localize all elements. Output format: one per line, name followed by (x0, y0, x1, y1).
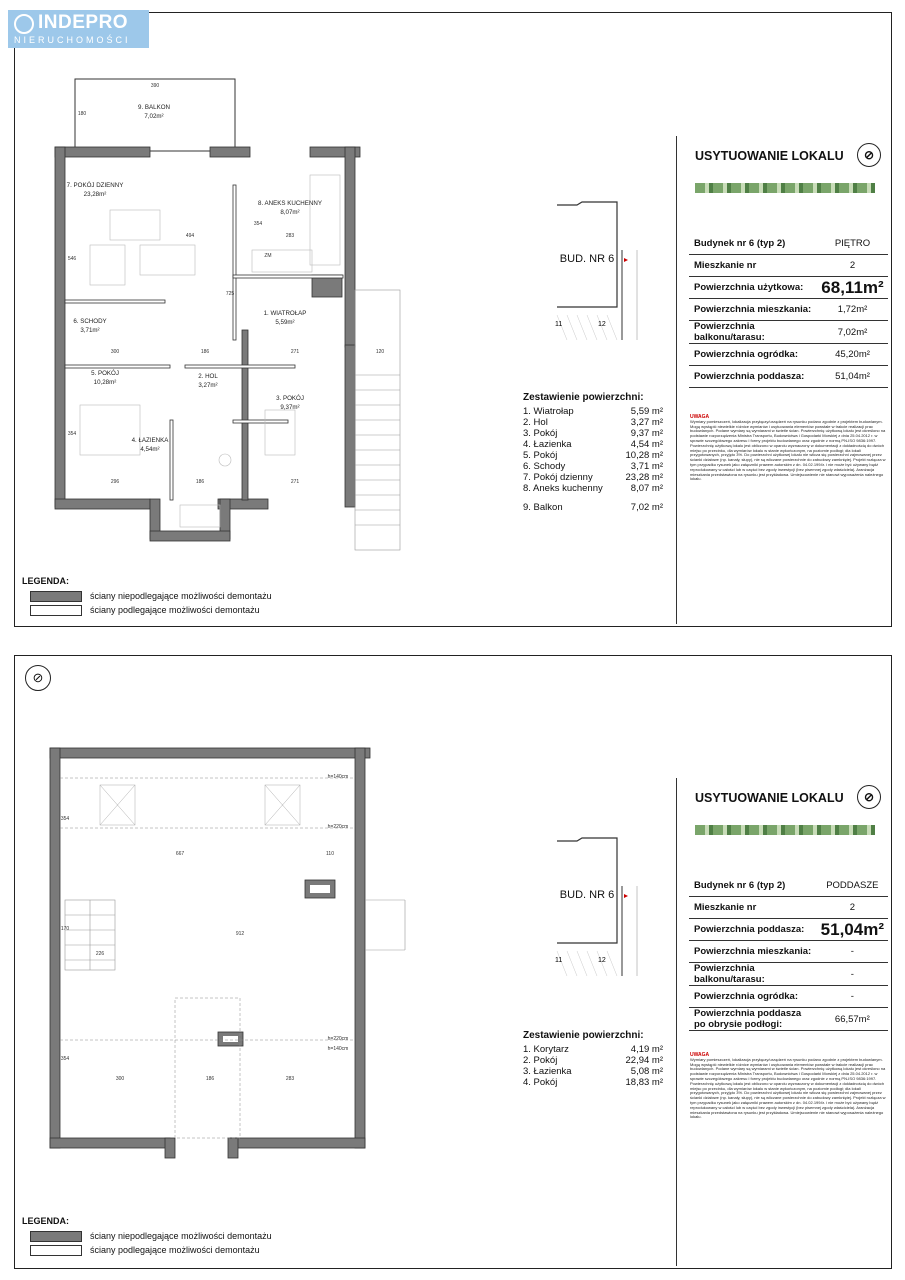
dimension-label: 494 (185, 233, 195, 239)
summary-room-area: 4,19 m² (630, 1044, 663, 1055)
summary-room-name: 1. Wiatrołap (523, 406, 574, 417)
room-area: 3,71m² (80, 327, 100, 334)
dimension-label: 296 (110, 479, 120, 485)
legend-label: ściany niepodlegające możliwości demontażu (90, 1231, 272, 1241)
summary-row (523, 450, 663, 461)
apartment-info-table-poddasze (689, 875, 888, 1031)
legend-title: LEGENDA: (22, 576, 69, 586)
summary-room-name: 1. Korytarz (523, 1044, 569, 1055)
dimension-label: 546 (67, 256, 77, 262)
dimension-label: 186 (195, 479, 205, 485)
info-value: 51,04m² (816, 919, 888, 941)
mini-number-left: 11 (555, 321, 563, 328)
dimension-label: 283 (285, 1076, 295, 1082)
summary-row (523, 1044, 663, 1055)
dimension-label: 120 (375, 349, 385, 355)
summary-room-area: 3,71 m² (630, 461, 663, 472)
roof-slope-lines (60, 778, 355, 1138)
info-row (689, 344, 888, 366)
dimension-label: 180 (77, 111, 87, 117)
exterior-stairs (355, 290, 400, 550)
legend-upper (22, 576, 272, 617)
summary-room-area: 23,28 m² (625, 472, 663, 483)
legend-title: LEGENDA: (22, 1216, 69, 1226)
info-label: Powierzchnia balkonu/tarasu: (689, 321, 816, 344)
summary-title: Zestawienie powierzchni: (523, 392, 644, 403)
summary-row (523, 428, 663, 439)
dimension-label: h=140cm (327, 1046, 349, 1052)
north-arrow-icon: ⊘ (857, 785, 881, 809)
notes-title: UWAGA (690, 414, 710, 420)
summary-room-area: 18,83 m² (625, 1077, 663, 1088)
notes-text: Wymiary pomieszczeń, lokalizacja przyłączy/urządzeń na rysunku podano zgodnie z projektem budowlanym. Mogą wystąpić niewielkie różnice wymiarów i usytuowania elementów powstałe w trakcie realizacji prac budowlanych. Podane wymiary są wymiarami w świetle ścian. Powierzchnię użytkową lokalu jest określono na podstawie rozporządzenia Ministra Transportu, Budownictwa i Gospodarki Morskiej z dnia 25.04.2012 r. w sprawie szczegółowego zakresu i formy projektu budowlanego oraz zgodnie z normą PN-ISO 9836:1997. Powierzchnię użytkową lokalu jest obliczono w oparciu wyznaczony w dokumentacji z dokładnością do dwóch miejsc po przecinku, dla wymiarów lokalu w stanie wykończonym, na poziomie podłogi; dla lokali przygotowanych, przyjęto 3%. Do powierzchni użytkowej lokalu nie wlicza się powierzchni zajmowanej przez ścianki działowe (np. kanały, słupy), nie są wliczane powierzchnie do zabudowy zamkniętej. Projekt rozłącza w tym przypadku rysunek jako załączniki prawem autorskim z dn. 04.02.1994r. i nie może być używany bądź reprodukowany w całości lub w części bez zgody inwestycji (bez pisemnej zgody właściciela). Aranżacja mieszkania przedstawiona na rysunku jest przykładowa. Umiejscowienie nie stanowi wyposażenia należnego lokalu. (690, 418, 886, 482)
summary-room-area: 3,27 m² (630, 417, 663, 428)
panel-title: USYTUOWANIE LOKALU ⊘ (677, 136, 889, 175)
notes-block (690, 1053, 886, 1120)
room-area: 8,07m² (280, 209, 300, 216)
summary-room-name: 2. Pokój (523, 1055, 558, 1066)
north-arrow-icon: ⊘ (25, 665, 51, 691)
info-label: Powierzchnia mieszkania: (689, 299, 816, 321)
summary-row (523, 406, 663, 417)
info-value: 1,72m² (816, 299, 888, 321)
site-keyplan-strip (695, 183, 875, 193)
dimension-label: h=140cm (327, 774, 349, 780)
summary-room-name: 4. Pokój (523, 1077, 558, 1088)
info-row (689, 299, 888, 321)
legend-item (22, 1229, 272, 1243)
summary-room-name: 4. Łazienka (523, 439, 572, 450)
dimension-label: ZM (264, 253, 272, 259)
logo-subtitle: NIERUCHOMOŚCI (14, 35, 131, 45)
room-label: 3. POKÓJ (276, 395, 304, 402)
summary-row (523, 502, 663, 513)
legend-swatch-grey (30, 591, 82, 602)
summary-room-name: 2. Hol (523, 417, 548, 428)
summary-room-area: 5,59 m² (630, 406, 663, 417)
info-row (689, 321, 888, 344)
dimension-label: 271 (290, 349, 300, 355)
info-row (689, 875, 888, 897)
summary-room-area: 22,94 m² (625, 1055, 663, 1066)
summary-row (523, 1055, 663, 1066)
dimension-label: 186 (200, 349, 210, 355)
mini-number-right: 12 (598, 957, 606, 964)
info-label: Powierzchnia balkonu/tarasu: (689, 963, 816, 986)
dimension-label: 912 (235, 931, 245, 937)
info-value: 68,11m² (816, 277, 888, 299)
roof-windows (100, 785, 300, 825)
summary-row (523, 483, 663, 494)
info-row (689, 255, 888, 277)
info-row (689, 277, 888, 299)
dimension-label: 186 (205, 1076, 215, 1082)
legend-item (22, 589, 272, 603)
dimension-label: h=220cm (327, 1036, 349, 1042)
mini-number-right: 12 (598, 321, 606, 328)
dimension-label: 170 (60, 926, 70, 932)
dimension-label: 354 (253, 221, 263, 227)
info-row (689, 897, 888, 919)
info-label: Powierzchnia ogródka: (689, 344, 816, 366)
room-label: 8. ANEKS KUCHENNY (258, 200, 322, 207)
room-label: 7. POKÓJ DZIENNY (66, 182, 124, 189)
summary-room-area: 9,37 m² (630, 428, 663, 439)
mini-number-left: 11 (555, 957, 563, 964)
info-label: Powierzchnia poddasza: (689, 366, 816, 388)
legend-label: ściany niepodlegające możliwości demontażu (90, 591, 272, 601)
info-row (689, 1008, 888, 1031)
info-label: Mieszkanie nr (689, 897, 816, 919)
logo-brand: INDEPRO (38, 12, 129, 33)
info-label: Powierzchnia użytkowa: (689, 277, 816, 299)
summary-room-name: 5. Pokój (523, 450, 558, 461)
legend-swatch-white (30, 605, 82, 616)
info-value: - (816, 963, 888, 986)
room-label: 1. WIATROŁAP (263, 310, 307, 317)
info-value: PODDASZE (816, 875, 888, 897)
summary-room-area: 8,07 m² (630, 483, 663, 494)
info-value: 2 (816, 897, 888, 919)
dimension-label: 271 (290, 479, 300, 485)
dimension-label: 300 (110, 349, 120, 355)
dimension-label: 354 (60, 1056, 70, 1062)
legend-label: ściany podlegające możliwości demontażu (90, 605, 260, 615)
summary-row (523, 439, 663, 450)
dimension-label: 226 (95, 951, 105, 957)
summary-row (523, 417, 663, 428)
info-label: Powierzchnia poddasza: (689, 919, 816, 941)
dimension-label: 725 (225, 291, 235, 297)
legend-swatch-white (30, 1245, 82, 1256)
info-value: 45,20m² (816, 344, 888, 366)
site-keyplan-mini (552, 190, 670, 340)
info-value: 7,02m² (816, 321, 888, 344)
dimension-label: 300 (115, 1076, 125, 1082)
info-label: Budynek nr 6 (typ 2) (689, 233, 816, 255)
partition-walls (65, 185, 343, 500)
room-area: 3,27m² (198, 382, 218, 389)
room-area: 7,02m² (144, 113, 164, 120)
room-label: 5. POKÓJ (91, 370, 119, 377)
dimension-label: 667 (175, 851, 185, 857)
dimension-label: 283 (285, 233, 295, 239)
dimension-label: 110 (326, 851, 334, 857)
dimension-label: 354 (67, 431, 77, 437)
mini-building-label: BUD. NR 6 (559, 889, 615, 901)
summary-room-name: 3. Łazienka (523, 1066, 572, 1077)
room-area: 23,28m² (83, 191, 107, 198)
company-logo (8, 10, 149, 48)
info-row (689, 986, 888, 1008)
dimension-label: 354 (60, 816, 70, 822)
logo-emblem-icon (14, 14, 34, 34)
info-value: 2 (816, 255, 888, 277)
notes-text: Wymiary pomieszczeń, lokalizacja przyłączy/urządzeń na rysunku podano zgodnie z projektem budowlanym. Mogą wystąpić niewielkie różnice wymiarów i usytuowania elementów powstałe w trakcie realizacji prac budowlanych. Podane wymiary są wymiarami w świetle ścian. Powierzchnię użytkową lokalu jest określono na podstawie rozporządzenia Ministra Transportu, Budownictwa i Gospodarki Morskiej z dnia 25.04.2012 r. w sprawie szczegółowego zakresu i formy projektu budowlanego oraz zgodnie z normą PN-ISO 9836:1997. Powierzchnię użytkową lokalu jest obliczono w oparciu wyznaczony w dokumentacji z dokładnością do dwóch miejsc po przecinku, dla wymiarów lokalu w stanie wykończonym, na poziomie podłogi; dla lokali przygotowanych, przyjęto 3%. Do powierzchni użytkowej lokalu nie wlicza się powierzchni zajmowanej przez ścianki działowe (np. kanały, słupy), nie są wliczane powierzchnie do zabudowy zamkniętej. Projekt rozłącza w tym przypadku rysunek jako załączniki prawem autorskim z dn. 04.02.1994r. i nie może być używany bądź reprodukowany w całości lub w części bez zgody inwestycji (bez pisemnej zgody właściciela). Aranżacja mieszkania przedstawiona na rysunku jest przykładowa. Umiejscowienie nie stanowi wyposażenia należnego lokalu. (690, 1056, 886, 1120)
summary-row (523, 461, 663, 472)
legend-label: ściany podlegające możliwości demontażu (90, 1245, 260, 1255)
summary-row (523, 472, 663, 483)
summary-room-name: 7. Pokój dzienny (523, 472, 593, 483)
info-label: Mieszkanie nr (689, 255, 816, 277)
dimension-label: h=220cm (327, 824, 349, 830)
summary-row (523, 1077, 663, 1088)
summary-row (523, 1066, 663, 1077)
info-row (689, 963, 888, 986)
notes-title: UWAGA (690, 1052, 710, 1058)
info-value: PIĘTRO (816, 233, 888, 255)
legend-swatch-grey (30, 1231, 82, 1242)
mini-building-label: BUD. NR 6 (559, 253, 615, 265)
info-label: Budynek nr 6 (typ 2) (689, 875, 816, 897)
info-row (689, 941, 888, 963)
info-label: Powierzchnia mieszkania: (689, 941, 816, 963)
attic-stairs (65, 900, 115, 970)
dimension-label: 390 (150, 83, 160, 89)
summary-room-name: 3. Pokój (523, 428, 558, 439)
summary-room-area: 10,28 m² (625, 450, 663, 461)
info-label: Powierzchnia poddasza po obrysie podłogi: (689, 1008, 816, 1031)
panel-title: USYTUOWANIE LOKALU ⊘ (677, 778, 889, 817)
floor-plan-pietro (20, 75, 440, 565)
room-area: 4,54m² (140, 446, 160, 453)
legend-item (22, 1243, 272, 1257)
info-row (689, 233, 888, 255)
room-label: 6. SCHODY (73, 318, 107, 325)
summary-room-name: 9. Balkon (523, 502, 563, 513)
area-summary-pietro (523, 392, 663, 513)
site-keyplan-mini (552, 826, 670, 976)
summary-room-name: 6. Schody (523, 461, 566, 472)
summary-room-area: 5,08 m² (630, 1066, 663, 1077)
info-value: 51,04m² (816, 366, 888, 388)
site-keyplan-strip (695, 825, 875, 835)
notes-block (690, 415, 886, 482)
room-label: 4. ŁAZIENKA (131, 437, 169, 444)
apartment-info-table-pietro (689, 233, 888, 388)
north-arrow-icon: ⊘ (857, 143, 881, 167)
info-value: - (816, 986, 888, 1008)
info-row (689, 366, 888, 388)
room-label: 2. HOL (198, 373, 218, 380)
legend-item (22, 603, 272, 617)
room-label: 9. BALKON (138, 104, 170, 111)
room-area: 5,59m² (275, 319, 295, 326)
summary-room-area: 4,54 m² (630, 439, 663, 450)
summary-room-area: 7,02 m² (630, 502, 663, 513)
room-area: 10,28m² (93, 379, 117, 386)
legend-lower (22, 1216, 272, 1257)
area-summary-poddasze (523, 1030, 663, 1088)
summary-room-name: 8. Aneks kuchenny (523, 483, 603, 494)
info-label: Powierzchnia ogródka: (689, 986, 816, 1008)
summary-title: Zestawienie powierzchni: (523, 1030, 644, 1041)
info-row (689, 919, 888, 941)
info-value: 66,57m² (816, 1008, 888, 1031)
info-value: - (816, 941, 888, 963)
floor-plan-poddasze (30, 740, 420, 1160)
room-area: 9,37m² (280, 404, 300, 411)
